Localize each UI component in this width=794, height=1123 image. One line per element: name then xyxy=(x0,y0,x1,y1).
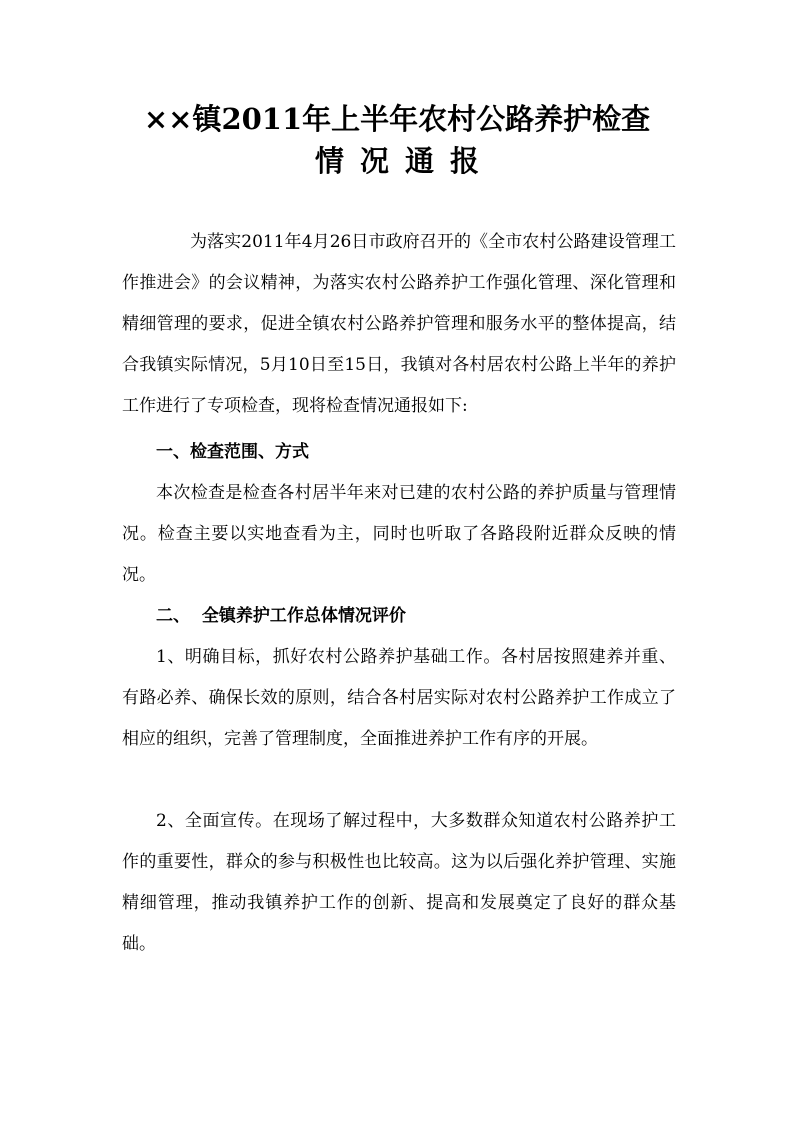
evaluation-item-1: 1、明确目标，抓好农村公路养护基础工作。各村居按照建养并重、有路必养、确保长效的原则，结合各村居实际对农村公路养护工作成立了相应的组织，完善了管理制度，全面推进养护工作有序的开展。 xyxy=(122,647,676,749)
evaluation-item-2: 2、全面宣传。在现场了解过程中，大多数群众知道农村公路养护工作的重要性，群众的参与积极性也比较高。这为以后强化养护管理、实施精细管理，推动我镇养护工作的创新、提高和发展奠定了良好的群众基础。 xyxy=(122,811,676,954)
section-heading-scope: 一、检查范围、方式 xyxy=(156,442,309,462)
intro-paragraph: 为落实2011年4月26日市政府召开的《全市农村公路建设管理工作推进会》的会议精神，为落实农村公路养护工作强化管理、深化管理和精细管理的要求，促进全镇农村公路养护管理和服务水平的整体提高，结合我镇实际情况，5月10日至15日，我镇对各村居农村公路上半年的养护工作进行了专项检查，现将检查情况通报如下: xyxy=(122,232,676,416)
scope-paragraph: 本次检查是检查各村居半年来对已建的农村公路的养护质量与管理情况。检查主要以实地查看为主，同时也听取了各路段附近群众反映的情况。 xyxy=(122,483,676,585)
document-subtitle: 情况通报 xyxy=(314,144,495,178)
document-title: ××镇2011年上半年农村公路养护检查 xyxy=(143,102,651,136)
section-heading-evaluation: 二、 全镇养护工作总体情况评价 xyxy=(156,606,406,626)
